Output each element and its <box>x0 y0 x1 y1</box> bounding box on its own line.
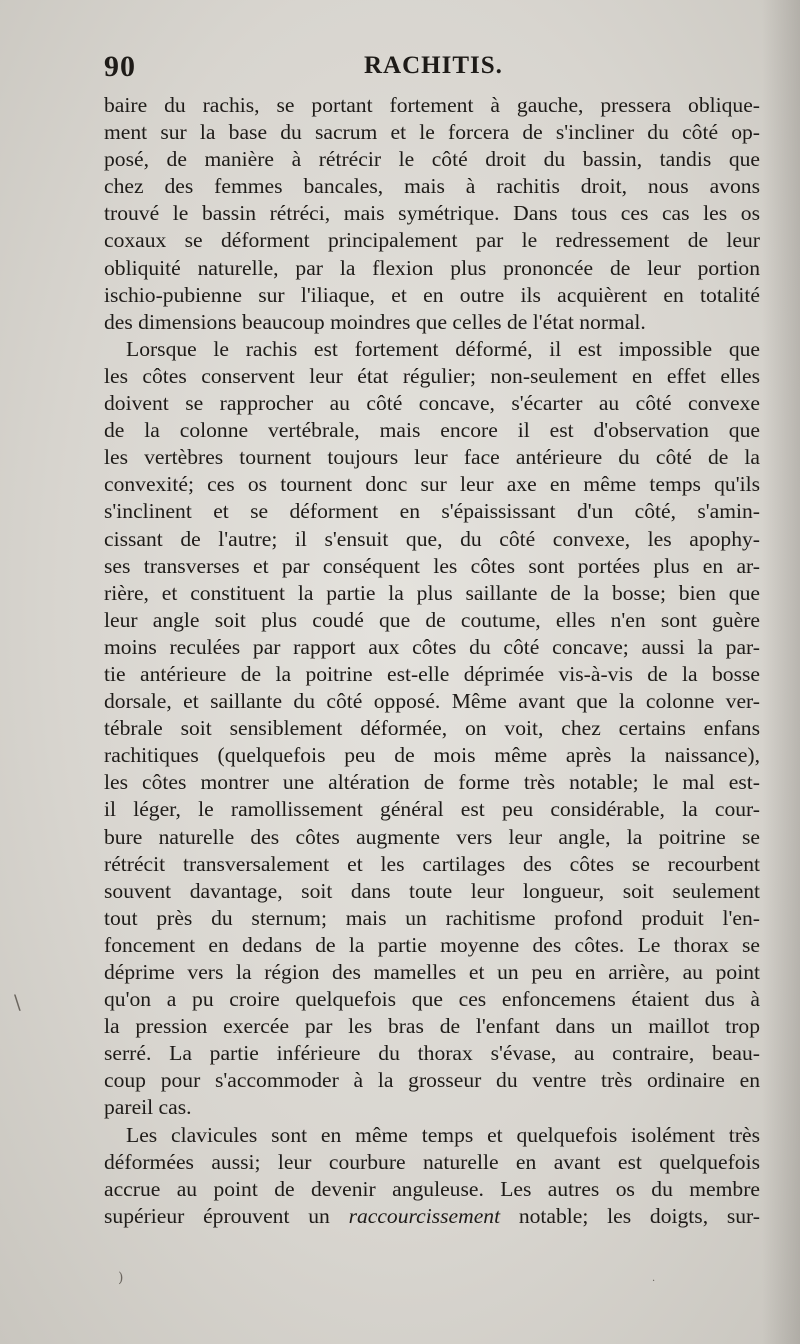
text-line: doivent se rapprocher au côté concave, s'écarter au côté convexe <box>104 391 760 416</box>
text-line: les côtes conservent leur état régulier; non-seulement en effet elles <box>104 363 760 388</box>
body-text <box>104 92 760 1230</box>
text-line: accrue au point de devenir anguleuse. Les autres os du membre <box>104 1176 760 1201</box>
text-line: rétrécit transversalement et les cartilages des côtes se recourbent <box>104 851 760 876</box>
text-line: des dimensions beaucoup moindres que celles de l'état normal. <box>104 309 646 334</box>
text-line: qu'on a pu croire quelquefois que ces enfoncemens étaient dus à <box>104 987 760 1012</box>
text-line: de la colonne vertébrale, mais encore il est d'observation que <box>104 418 760 443</box>
text-line: pareil cas. <box>104 1095 192 1120</box>
italic-term: raccourcissement <box>348 1203 501 1228</box>
text-line: il léger, le ramollissement général est peu considérable, la cour- <box>104 797 760 822</box>
text-line: coup pour s'accommoder à la grosseur du ventre très ordinaire en <box>104 1068 760 1093</box>
text-line: baire du rachis, se portant fortement à gauche, pressera oblique- <box>104 93 760 117</box>
text-line: déformées aussi; leur courbure naturelle en avant est quelquefois <box>104 1149 760 1174</box>
text-line: foncement en dedans de la partie moyenne des côtes. Le thorax se <box>104 932 760 957</box>
text-line: bure naturelle des côtes augmente vers leur angle, la poitrine se <box>104 824 760 849</box>
text-line: ment sur la base du sacrum et le forcera de s'incliner du côté op- <box>104 120 760 145</box>
text-line: cissant de l'autre; il s'ensuit que, du côté convexe, les apophy- <box>104 526 760 551</box>
text-line: leur angle soit plus coudé que de coutume, elles n'en sont guère <box>104 607 760 632</box>
text-line: les côtes montrer une altération de forme très notable; le mal est- <box>104 770 760 795</box>
text-line: convexité; ces os tournent donc sur leur axe en même temps qu'ils <box>104 472 760 497</box>
page-number: 90 <box>104 50 136 83</box>
text-line: obliquité naturelle, par la flexion plus prononcée de leur portion <box>104 255 760 280</box>
page-header <box>104 50 760 90</box>
margin-mark-icon: ) <box>118 1270 124 1286</box>
text-line: tie antérieure de la poitrine est-elle déprimée vis-à-vis de la bosse <box>104 661 760 686</box>
text-line: trouvé le bassin rétréci, mais symétrique. Dans tous ces cas les os <box>104 201 760 226</box>
running-head: RACHITIS. <box>364 52 503 79</box>
page-edge-shadow <box>762 0 800 1344</box>
text-line: rière, et constituent la partie la plus saillante de la bosse; bien que <box>104 580 760 605</box>
margin-mark-icon: · <box>652 1276 656 1287</box>
text-line: Lorsque le rachis est fortement déformé, il est impossible que <box>126 336 760 361</box>
text-line: tout près du sternum; mais un rachitisme profond produit l'en- <box>104 905 760 930</box>
text-line: ses transverses et par conséquent les côtes sont portées plus en ar- <box>104 553 760 578</box>
text-line: souvent davantage, soit dans toute leur longueur, soit seulement <box>104 878 760 903</box>
margin-mark-icon: \ <box>14 990 21 1014</box>
text-line: les vertèbres tournent toujours leur face antérieure du côté de la <box>104 445 760 470</box>
text-line: rachitiques (quelquefois peu de mois même après la naissance), <box>104 743 760 768</box>
text-line: ischio-pubienne sur l'iliaque, et en outre ils acquièrent en totalité <box>104 282 760 307</box>
text-line: déprime vers la région des mamelles et un peu en arrière, au point <box>104 960 760 984</box>
text-line: dorsale, et saillante du côté opposé. Même avant que la colonne ver- <box>104 689 760 714</box>
final-line-end: notable; les doigts, sur- <box>500 1203 760 1228</box>
text-line: la pression exercée par les bras de l'enfant dans un maillot trop <box>104 1014 760 1039</box>
text-line: moins reculées par rapport aux côtes du côté concave; aussi la par- <box>104 634 760 659</box>
final-line-start: supérieur éprouvent un <box>104 1203 349 1228</box>
text-line: posé, de manière à rétrécir le côté droit du bassin, tandis que <box>104 147 760 172</box>
text-line: chez des femmes bancales, mais à rachitis droit, nous avons <box>104 174 760 199</box>
text-line: coxaux se déforment principalement par le redressement de leur <box>104 228 760 253</box>
text-line: Les clavicules sont en même temps et quelquefois isolément très <box>126 1122 760 1147</box>
text-line-final <box>104 1203 760 1230</box>
text-line: s'inclinent et se déforment en s'épaississant d'un côté, s'amin- <box>104 499 760 524</box>
text-line: serré. La partie inférieure du thorax s'évase, au contraire, beau- <box>104 1041 760 1066</box>
text-line: tébrale soit sensiblement déformée, on voit, chez certains enfans <box>104 716 760 741</box>
